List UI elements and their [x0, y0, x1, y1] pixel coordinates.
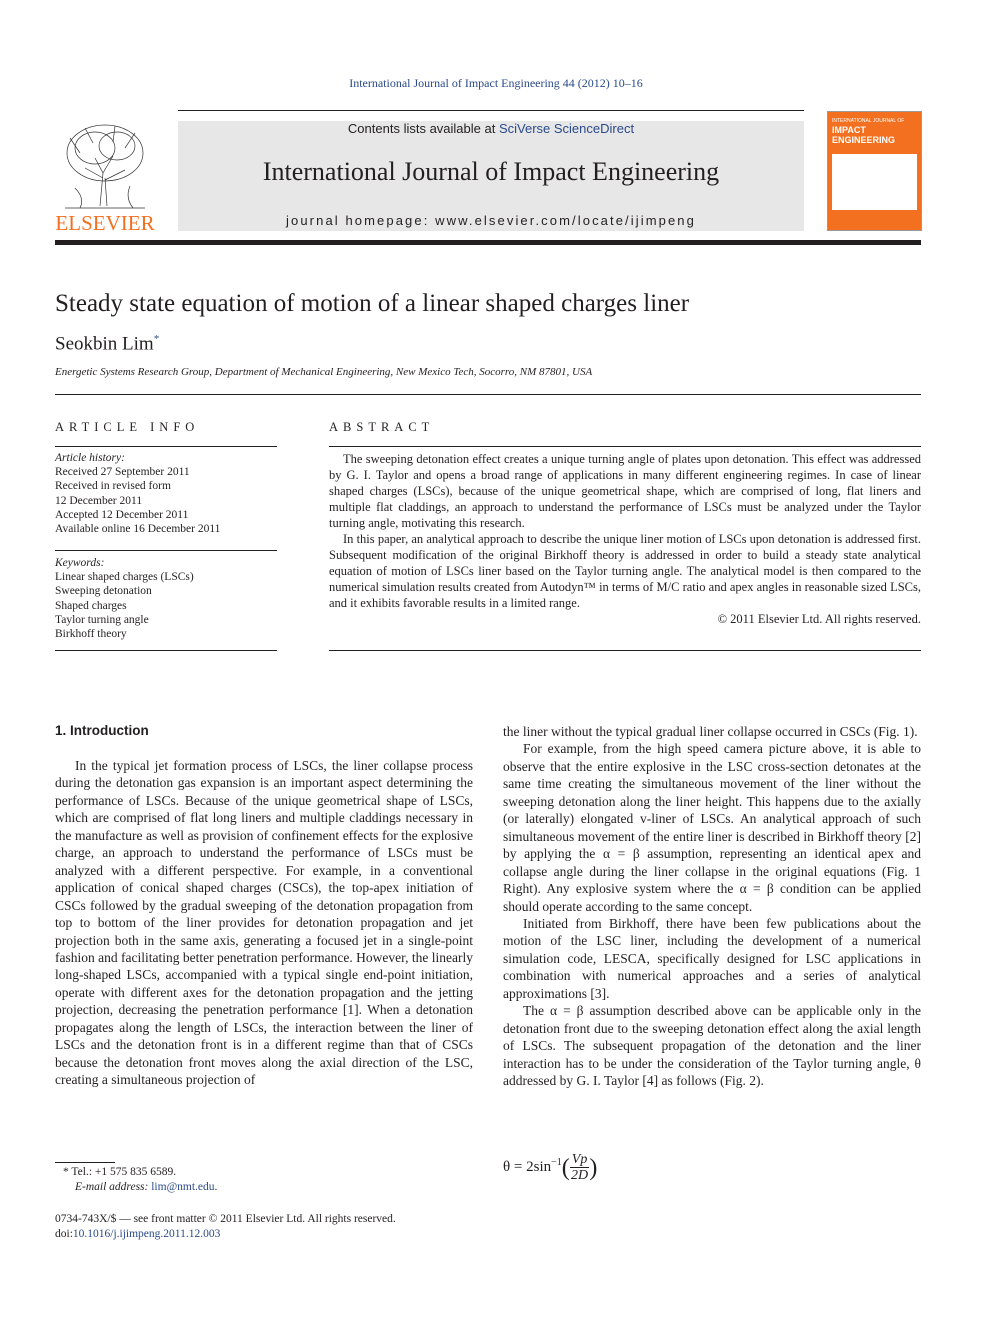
cover-top-text: INTERNATIONAL JOURNAL OF	[832, 118, 905, 124]
body-paragraph: The α = β assumption described above can be applicable only in the detonation front due to the sweeping detonation effect along the axial length of LSCs. The subsequent propagation of the detonation and the liner interaction has to be under the consideration of the Taylor turning angle, θ addressed by G. I. Taylor [4] as follows (Fig. 2).	[503, 1003, 921, 1089]
equation-right-paren: )	[589, 1154, 598, 1181]
article-history	[55, 451, 277, 536]
taylor-angle-equation	[503, 1152, 597, 1183]
author-name: Seokbin Lim	[55, 333, 154, 355]
equation-exponent: −1	[551, 1156, 562, 1168]
history-item: Received in revised form	[55, 480, 171, 493]
equation-numerator: Vp	[571, 1152, 588, 1167]
footnote-rule	[55, 1162, 115, 1163]
history-item: Available online 16 December 2011	[55, 523, 221, 536]
keyword: Shaped charges	[55, 599, 127, 612]
equation-lhs: θ = 2sin	[503, 1158, 552, 1175]
cover-title-line2: ENGINEERING	[832, 135, 896, 145]
equation-fraction	[570, 1152, 590, 1183]
equation-left-paren: (	[561, 1154, 570, 1181]
author-footnote	[55, 1165, 217, 1195]
abstract-heading: ABSTRACT	[329, 420, 435, 434]
sciencedirect-link[interactable]: SciVerse ScienceDirect	[498, 121, 635, 136]
contents-line	[178, 121, 804, 136]
history-label: Article history:	[55, 452, 125, 464]
journal-banner	[178, 121, 804, 231]
abstract-paragraph: In this paper, an analytical approach to describe the unique liner motion of LSCs upon detonation is addressed first. Subsequent modification of the original Birkhoff theory is addressed in order to build a steady state analytical equation of motion of LSCs liner based on the Taylor turning angle. The analytical model is then compared to the numerical simulation results created from Autodyn™ in terms of M/C ratio and apex angles in reasonable sized LSCs, and it exhibits favorable results in a limited range.	[329, 532, 921, 610]
email-link[interactable]: lim@nmt.edu	[151, 1181, 215, 1193]
body-left-column	[55, 757, 473, 1089]
author-affiliation: Energetic Systems Research Group, Department of Mechanical Engineering, New Mexico Tech, Socorro, NM 87801, USA	[55, 366, 593, 378]
body-paragraph: the liner without the typical gradual liner collapse occurred in CSCs (Fig. 1).	[503, 724, 918, 739]
journal-homepage[interactable]: journal homepage: www.elsevier.com/locate/ijimpeng	[286, 213, 696, 228]
abstract-bottom-rule	[329, 650, 921, 651]
header-thick-rule	[55, 240, 921, 245]
front-matter-line: 0734-743X/$ — see front matter © 2011 Elsevier Ltd. All rights reserved.	[55, 1213, 396, 1225]
cover-title	[832, 125, 895, 145]
doi-link[interactable]: 10.1016/j.ijimpeng.2011.12.003	[72, 1228, 221, 1240]
body-paragraph: For example, from the high speed camera picture above, it is able to observe that the entire explosive in the LSC cross-section detonates at the same time creating the simultaneous movement of the liner without the sweeping detonation along the liner height. This happens due to the axially (or laterally) elongated v-liner of LSCs. An analytical approach of such simultaneous movement of the entire liner is described in Birkhoff theory [2] by applying the α = β assumption, representing an identical apex and collapse angle during the liner collapse in the original equations (Fig. 1 Right). Any explosive system where the α = β condition can be applied should operate according to the same concept.	[503, 741, 921, 914]
cover-title-line1: IMPACT	[832, 125, 866, 135]
equation-denominator: 2D	[571, 1168, 589, 1183]
keyword: Linear shaped charges (LSCs)	[55, 571, 194, 584]
cover-panel	[832, 154, 917, 210]
history-item: Accepted 12 December 2011	[55, 508, 189, 521]
section-heading-introduction: 1. Introduction	[55, 723, 149, 738]
article-title: Steady state equation of motion of a linear shaped charges liner	[55, 290, 690, 317]
body-paragraph: Initiated from Birkhoff, there have been few publications about the motion of the LSC liner, including the development of a numerical simulation code, LESCA, specifically designed for LSC applications in combination with numerical approaches and a series of analytical approximations [3].	[503, 915, 921, 1001]
keywords-rule	[55, 650, 277, 651]
article-info-heading: ARTICLE INFO	[55, 420, 200, 434]
doi-line	[55, 1227, 396, 1242]
elsevier-tree-logo	[55, 118, 155, 233]
front-matter	[55, 1212, 396, 1242]
journal-cover	[827, 111, 922, 231]
history-rule	[55, 550, 277, 551]
body-paragraph: In the typical jet formation process of LSCs, the liner collapse process during the detonation gas expansion is an important aspect determining the performance of LSCs. Because of the unique geometrical shape of LSCs, which are comprised of flat long liners and multiple claddings necessary in the manufacture as well as provision of confinement effects for the explosive charge, an approach to understand the performance of LSCs must be analyzed with a different perspective. For example, in a conventional application of conical shaped charges (CSCs), the top-apex initiation of CSCs followed by the gradual sweeping of the detonation propagation from top to bottom of the liner provides for detonation propagation and jet projection both in the same axis, generating a focused jet in a single-point fashion and facilitating better penetration performance. However, the linearly long-shaped LSCs, accompanied with a typical single end-point initiation, operate with different axes for the detonation propagation and the jetting projection, decreasing the penetration performance [1]. When a detonation propagates along the length of LSCs, the interaction between the liner of LSCs and the detonation front is in a different regime than that of CSCs because the detonation front moves along the axial direction of the LSC, creating a simultaneous projection of	[55, 758, 473, 1088]
header-rule	[178, 110, 804, 111]
elsevier-wordmark: ELSEVIER	[55, 211, 155, 233]
title-rule	[55, 394, 921, 395]
contents-prefix: Contents lists available at	[347, 121, 499, 136]
abstract-rule	[329, 446, 921, 447]
footnote-tel: * Tel.: +1 575 835 6589.	[63, 1166, 177, 1178]
keywords-label: Keywords:	[55, 557, 105, 569]
journal-citation[interactable]: International Journal of Impact Engineering 44 (2012) 10–16	[349, 76, 643, 90]
history-item: 12 December 2011	[55, 494, 143, 507]
abstract-copyright: © 2011 Elsevier Ltd. All rights reserved.	[717, 612, 921, 626]
author-line	[55, 333, 159, 355]
email-label: E-mail address:	[75, 1181, 152, 1193]
footnote-email-line: E-mail address: lim@nmt.edu.	[75, 1181, 218, 1193]
body-right-column	[503, 723, 921, 1090]
history-item: Received 27 September 2011	[55, 466, 190, 479]
keywords	[55, 556, 277, 641]
keyword: Sweeping detonation	[55, 585, 152, 598]
journal-name: International Journal of Impact Engineering	[262, 157, 720, 186]
keyword: Taylor turning angle	[55, 613, 149, 626]
doi-label: doi:	[55, 1228, 73, 1240]
article-info-rule	[55, 446, 277, 447]
keyword: Birkhoff theory	[55, 628, 127, 641]
abstract-paragraph: The sweeping detonation effect creates a unique turning angle of plates upon detonation. This effect was addressed by G. I. Taylor and opens a broad range of applications in many different engineering regimes. In case of linear shaped charges (LSCs), because of the unique geometrical shape, which are comprised of long, flat liners and multiple flat claddings, an approach to understand the performance of LSCs must be analyzed under the Taylor turning angle, motivating this research.	[329, 452, 921, 530]
abstract-body	[329, 451, 921, 627]
author-footnote-mark[interactable]: *	[153, 333, 160, 345]
